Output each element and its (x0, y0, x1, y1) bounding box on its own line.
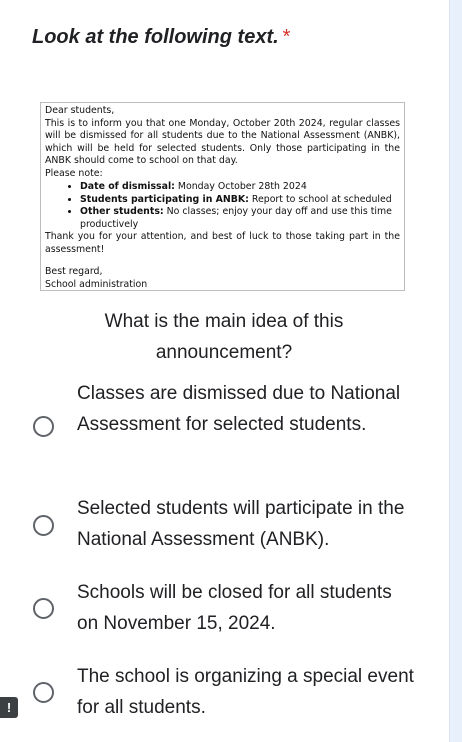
notice-please-note: Please note: (45, 167, 103, 179)
notice-closing: Best regard, (45, 266, 103, 277)
notice-item-text: No classes; enjoy your day off and use this time productively (80, 206, 392, 230)
question-prompt: What is the main idea of this announcement? (104, 311, 344, 363)
notice-item-label: Other students: (80, 206, 164, 217)
required-asterisk: * (282, 26, 291, 48)
option-label: The school is organizing a special event for all students. (77, 666, 414, 718)
announcement-image (40, 102, 405, 291)
question-title-text: Look at the following text. (32, 26, 279, 48)
option-label: Selected students will participate in the National Assessment (ANBK). (77, 498, 405, 550)
radio-button[interactable] (33, 416, 54, 437)
option-label: Schools will be closed for all students on November 15, 2024. (77, 582, 392, 634)
notice-list-item (80, 206, 400, 231)
notice-item-label: Date of dismissal: (80, 181, 175, 192)
notice-list-item (80, 181, 400, 194)
notice-body: This is to inform you that one Monday, October 20th 2024, regular classes will be dismissed for all students due to the National Assessment (ANBK), which will be held for selected students. Only those participating in the ANBK should come to school on that day. (45, 117, 400, 166)
option-label: Classes are dismissed due to National Assessment for selected students. (77, 383, 401, 435)
notice-item-text: Report to school at scheduled (248, 193, 392, 205)
side-panel (449, 0, 462, 742)
notice-item-text: Monday October 28th 2024 (174, 181, 307, 192)
radio-button[interactable] (33, 682, 54, 703)
radio-button[interactable] (33, 515, 54, 536)
warning-icon[interactable]: ! (0, 697, 18, 718)
notice-signature: School administration (45, 278, 148, 290)
question-title (32, 26, 290, 49)
notice-greeting: Dear students, (45, 105, 115, 116)
notice-thanks: Thank you for your attention, and best of luck to those taking part in the assessment! (45, 231, 400, 255)
notice-list (45, 181, 400, 231)
radio-button[interactable] (33, 598, 54, 619)
notice-item-label: Students participating in ANBK: (80, 193, 249, 205)
notice-list-item (80, 194, 400, 207)
